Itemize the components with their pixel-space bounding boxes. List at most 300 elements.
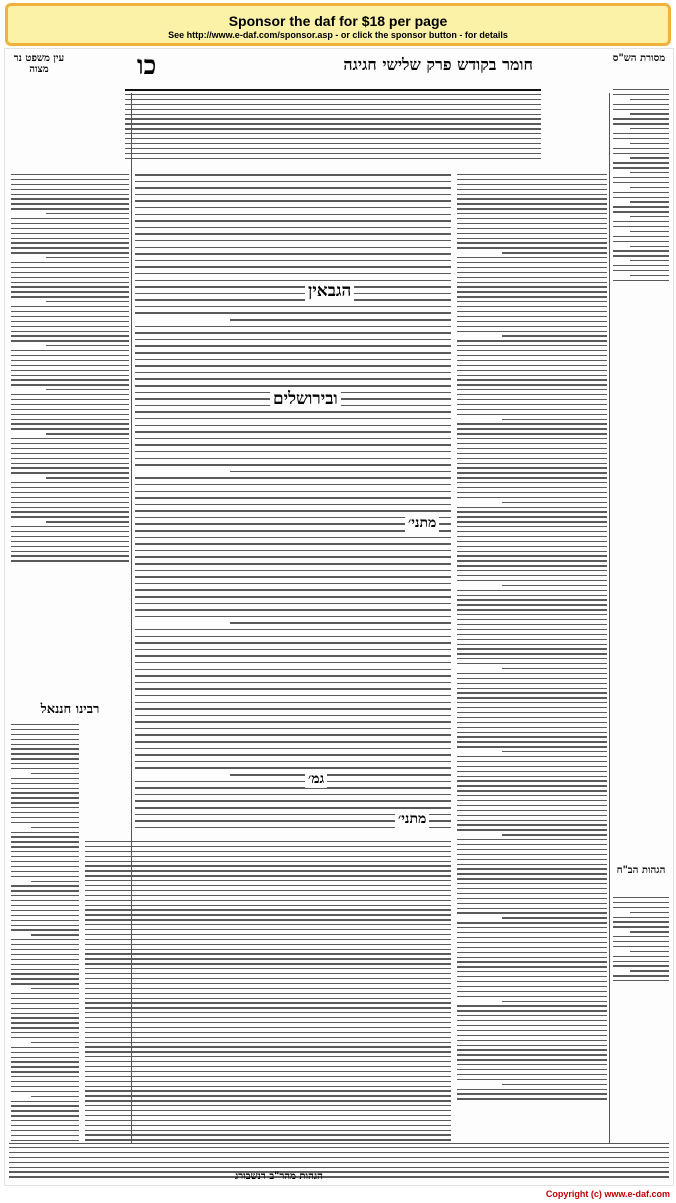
text-line <box>613 280 669 281</box>
text-line <box>11 734 79 735</box>
text-line <box>457 653 607 654</box>
text-line <box>135 510 451 512</box>
text-line <box>85 856 451 857</box>
text-line <box>11 1101 79 1102</box>
text-line <box>457 1064 607 1065</box>
text-line <box>11 998 79 999</box>
text-line <box>11 189 129 190</box>
text-line <box>85 909 451 910</box>
text-line <box>457 883 607 884</box>
text-line <box>85 1134 451 1135</box>
text-line <box>457 868 607 869</box>
text-line <box>457 800 607 801</box>
text-line <box>135 332 451 334</box>
text-line <box>11 365 129 366</box>
text-line <box>457 516 607 517</box>
text-line <box>457 242 607 243</box>
text-line <box>613 226 669 227</box>
text-line <box>630 113 669 114</box>
text-line <box>11 228 129 229</box>
text-line <box>457 820 607 821</box>
text-line <box>457 761 607 762</box>
text-line <box>11 1013 79 1014</box>
text-line <box>457 942 607 943</box>
text-line <box>11 1076 79 1077</box>
text-line <box>135 583 451 585</box>
text-line <box>457 1089 607 1090</box>
text-line <box>11 861 79 862</box>
text-line <box>135 721 451 723</box>
text-line <box>11 467 129 468</box>
text-line <box>11 1086 79 1087</box>
talmud-page <box>4 48 674 1186</box>
text-line <box>630 143 669 144</box>
text-line <box>457 746 607 747</box>
text-line <box>502 751 607 752</box>
text-line <box>85 958 451 959</box>
text-line <box>11 203 129 204</box>
text-line <box>125 109 541 110</box>
text-line <box>135 306 451 308</box>
text-line <box>135 293 451 295</box>
text-line <box>457 893 607 894</box>
text-line <box>11 487 129 488</box>
text-line <box>85 1115 451 1116</box>
text-line <box>135 715 451 717</box>
text-line <box>457 829 607 830</box>
text-line <box>135 464 451 466</box>
text-line <box>613 961 669 962</box>
text-line <box>457 795 607 796</box>
text-line <box>11 1120 79 1121</box>
text-line <box>135 596 451 598</box>
text-line <box>457 908 607 909</box>
text-line <box>457 326 607 327</box>
text-line <box>11 242 129 243</box>
tosafot-lower-block <box>85 841 451 1141</box>
text-line <box>11 866 79 867</box>
text-line <box>135 570 451 572</box>
text-line <box>457 257 607 258</box>
text-line <box>135 702 451 704</box>
text-line <box>85 1139 451 1140</box>
text-line <box>457 428 607 429</box>
text-line <box>457 399 607 400</box>
text-line <box>613 109 669 110</box>
text-line <box>135 253 451 255</box>
text-line <box>85 1095 451 1096</box>
text-line <box>457 443 607 444</box>
text-line <box>11 1003 79 1004</box>
text-line <box>11 895 79 896</box>
text-line <box>630 216 669 217</box>
text-line <box>135 761 451 763</box>
text-line <box>457 482 607 483</box>
text-line <box>135 589 451 591</box>
text-line <box>457 952 607 953</box>
text-line <box>11 492 129 493</box>
text-line <box>457 1010 607 1011</box>
text-line <box>9 1167 669 1168</box>
text-line <box>135 365 451 367</box>
text-line <box>457 1015 607 1016</box>
text-line <box>630 99 669 100</box>
text-line <box>135 220 451 222</box>
text-line <box>457 331 607 332</box>
text-line <box>11 399 129 400</box>
text-line <box>135 781 451 783</box>
text-line <box>11 954 79 955</box>
text-line <box>46 477 129 478</box>
text-line <box>457 233 607 234</box>
text-line <box>457 360 607 361</box>
text-line <box>135 767 451 769</box>
text-line <box>457 311 607 312</box>
text-line <box>457 639 607 640</box>
text-line <box>11 404 129 405</box>
text-line <box>11 802 79 803</box>
text-line <box>11 1130 79 1131</box>
text-line <box>630 260 669 261</box>
text-line <box>135 326 451 328</box>
text-line <box>9 1176 669 1177</box>
text-line <box>457 644 607 645</box>
sponsor-title: Sponsor the daf for $18 per page <box>228 13 448 29</box>
text-line <box>457 996 607 997</box>
text-line <box>613 902 669 903</box>
text-line <box>125 128 541 129</box>
text-line <box>135 794 451 796</box>
text-line <box>457 1030 607 1031</box>
text-line <box>135 504 451 506</box>
text-line <box>11 546 129 547</box>
text-line <box>11 311 129 312</box>
text-line <box>11 822 79 823</box>
text-line <box>85 1042 451 1043</box>
text-line <box>135 576 451 578</box>
text-line <box>11 915 79 916</box>
text-line <box>502 668 607 669</box>
text-line <box>457 463 607 464</box>
text-line <box>457 301 607 302</box>
text-line <box>135 543 451 545</box>
text-line <box>11 871 79 872</box>
text-line <box>457 624 607 625</box>
text-line <box>135 649 451 651</box>
text-line <box>457 340 607 341</box>
text-line <box>11 729 79 730</box>
text-line <box>457 898 607 899</box>
text-line <box>135 662 451 664</box>
text-line <box>11 472 129 473</box>
text-line <box>135 444 451 446</box>
text-line <box>457 912 607 913</box>
text-line <box>135 438 451 440</box>
tosafot-top-block <box>125 94 541 169</box>
text-line <box>46 345 129 346</box>
text-line <box>613 167 669 168</box>
text-line <box>457 203 607 204</box>
text-line <box>85 939 451 940</box>
text-line <box>457 634 607 635</box>
text-line <box>11 526 129 527</box>
text-line <box>135 609 451 611</box>
text-line <box>457 957 607 958</box>
text-line <box>11 978 79 979</box>
text-line <box>85 1032 451 1033</box>
text-line <box>630 931 669 932</box>
text-line <box>457 986 607 987</box>
text-line <box>457 604 607 605</box>
ein-mishpat-heading: עין משפט נר מצוה <box>13 53 65 75</box>
text-line <box>135 227 451 229</box>
text-line <box>230 471 451 473</box>
text-line <box>630 912 669 913</box>
text-line <box>135 425 451 427</box>
text-line <box>11 929 79 930</box>
text-line <box>11 340 129 341</box>
text-line <box>457 345 607 346</box>
text-line <box>135 345 451 347</box>
text-line <box>85 1007 451 1008</box>
text-line <box>11 262 129 263</box>
text-line <box>135 728 451 730</box>
text-line <box>457 184 607 185</box>
text-line <box>135 378 451 380</box>
gemara-big-word-hagabaim: הגבאין <box>305 281 354 301</box>
text-line <box>85 890 451 891</box>
text-line <box>135 675 451 677</box>
text-line <box>11 321 129 322</box>
text-line <box>85 1017 451 1018</box>
text-line <box>135 636 451 638</box>
text-line <box>457 692 607 693</box>
text-line <box>11 856 79 857</box>
text-line <box>11 910 79 911</box>
text-line <box>125 138 541 139</box>
text-line <box>613 956 669 957</box>
text-line <box>85 905 451 906</box>
text-line <box>613 182 669 183</box>
text-line <box>125 143 541 144</box>
text-line <box>31 934 79 935</box>
text-line <box>457 727 607 728</box>
mishnah-marker-1: מתני׳ <box>405 515 439 532</box>
text-line <box>85 1022 451 1023</box>
text-line <box>457 375 607 376</box>
text-line <box>457 785 607 786</box>
text-line <box>11 350 129 351</box>
text-line <box>457 560 607 561</box>
text-line <box>457 370 607 371</box>
text-line <box>457 1059 607 1060</box>
text-line <box>135 207 451 209</box>
text-line <box>457 873 607 874</box>
text-line <box>11 384 129 385</box>
text-line <box>85 1002 451 1003</box>
text-line <box>613 118 669 119</box>
text-line <box>11 458 129 459</box>
text-line <box>11 335 129 336</box>
sponsor-banner[interactable] <box>5 3 671 46</box>
text-line <box>457 365 607 366</box>
text-line <box>457 438 607 439</box>
text-line <box>11 807 79 808</box>
text-line <box>11 428 129 429</box>
text-line <box>11 812 79 813</box>
text-line <box>11 277 129 278</box>
text-line <box>11 1027 79 1028</box>
text-line <box>31 988 79 989</box>
text-line <box>613 946 669 947</box>
text-line <box>613 177 669 178</box>
text-line <box>135 563 451 565</box>
text-line <box>502 1001 607 1002</box>
text-line <box>457 1069 607 1070</box>
text-line <box>85 1027 451 1028</box>
text-line <box>46 521 129 522</box>
gemara-marker: גמ׳ <box>305 771 327 788</box>
text-line <box>457 1074 607 1075</box>
text-line <box>457 976 607 977</box>
text-line <box>11 788 79 789</box>
text-line <box>457 937 607 938</box>
text-line <box>457 267 607 268</box>
text-line <box>11 507 129 508</box>
gemara-big-word-uvirushalayim: ובירושלים <box>270 389 341 409</box>
text-line <box>11 993 79 994</box>
text-line <box>31 1042 79 1043</box>
text-line <box>457 688 607 689</box>
text-line <box>85 1076 451 1077</box>
text-line <box>11 1037 79 1038</box>
text-line <box>457 546 607 547</box>
text-line <box>11 1008 79 1009</box>
text-line <box>11 394 129 395</box>
text-line <box>85 1051 451 1052</box>
text-line <box>135 418 451 420</box>
text-line <box>457 888 607 889</box>
text-line <box>457 844 607 845</box>
text-line <box>457 414 607 415</box>
text-line <box>135 655 451 657</box>
text-line <box>11 360 129 361</box>
text-line <box>457 805 607 806</box>
text-line <box>125 153 541 154</box>
text-line <box>135 431 451 433</box>
text-line <box>125 123 541 124</box>
text-line <box>613 162 669 163</box>
text-line <box>613 104 669 105</box>
text-line <box>457 678 607 679</box>
text-line <box>46 213 129 214</box>
text-line <box>11 1052 79 1053</box>
text-line <box>457 189 607 190</box>
text-line <box>135 260 451 262</box>
text-line <box>135 537 451 539</box>
text-line <box>457 497 607 498</box>
text-line <box>85 953 451 954</box>
text-line <box>85 880 451 881</box>
gemara-column <box>135 174 451 834</box>
text-line <box>135 603 451 605</box>
text-line <box>11 233 129 234</box>
text-line <box>457 736 607 737</box>
text-line <box>11 900 79 901</box>
text-line <box>457 228 607 229</box>
text-line <box>457 223 607 224</box>
text-line <box>135 807 451 809</box>
text-line <box>11 208 129 209</box>
text-line <box>457 697 607 698</box>
text-line <box>11 905 79 906</box>
text-line <box>457 981 607 982</box>
text-line <box>11 841 79 842</box>
text-line <box>11 1032 79 1033</box>
text-line <box>613 153 669 154</box>
column-divider-right <box>609 93 610 1143</box>
text-line <box>457 648 607 649</box>
text-line <box>457 971 607 972</box>
text-line <box>613 270 669 271</box>
text-line <box>85 1086 451 1087</box>
text-line <box>11 920 79 921</box>
text-line <box>85 1110 451 1111</box>
text-line <box>11 724 79 725</box>
text-line <box>85 1046 451 1047</box>
text-line <box>135 741 451 743</box>
text-line <box>11 1081 79 1082</box>
text-line <box>457 1035 607 1036</box>
text-line <box>11 223 129 224</box>
text-line <box>11 778 79 779</box>
text-line <box>457 683 607 684</box>
text-line <box>457 379 607 380</box>
text-line <box>457 355 607 356</box>
text-line <box>457 922 607 923</box>
text-line <box>135 451 451 453</box>
text-line <box>85 1100 451 1101</box>
text-line <box>11 551 129 552</box>
text-line <box>613 965 669 966</box>
rabbeinu-chananel-heading: רבינו חננאל <box>40 702 100 717</box>
rashi-column <box>457 174 607 1139</box>
text-line <box>457 702 607 703</box>
text-line <box>630 157 669 158</box>
text-line <box>11 516 129 517</box>
text-line <box>502 252 607 253</box>
text-line <box>230 319 451 321</box>
text-line <box>135 299 451 301</box>
text-line <box>85 1125 451 1126</box>
text-line <box>457 316 607 317</box>
text-line <box>457 717 607 718</box>
text-line <box>11 744 79 745</box>
text-line <box>11 443 129 444</box>
text-line <box>125 133 541 134</box>
text-line <box>630 201 669 202</box>
text-line <box>11 964 79 965</box>
text-line <box>11 739 79 740</box>
text-line <box>11 198 129 199</box>
text-line <box>502 1084 607 1085</box>
text-line <box>457 536 607 537</box>
text-line <box>11 836 79 837</box>
text-line <box>11 419 129 420</box>
text-line <box>9 1162 669 1163</box>
text-line <box>502 419 607 420</box>
text-line <box>457 776 607 777</box>
